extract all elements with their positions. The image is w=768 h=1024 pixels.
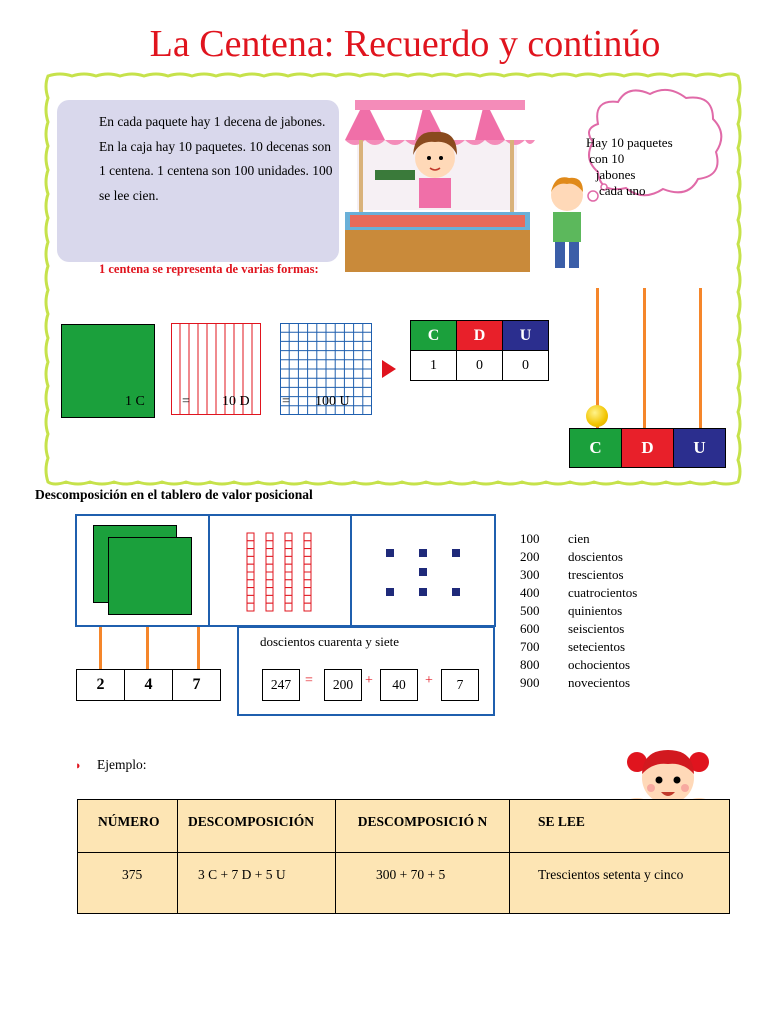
unit-cube [452, 588, 460, 596]
list-item: 900 novecientos [520, 675, 631, 690]
unit-cube [452, 549, 460, 557]
section-heading: Descomposición en el tablero de valor posicional [35, 487, 313, 502]
equation-tens: 40 [380, 669, 418, 701]
abacus-rod-d [643, 288, 646, 428]
table-cell: 3 C + 7 D + 5 U [178, 853, 336, 914]
example-table [77, 799, 730, 914]
table-header: SE LEE [510, 800, 730, 853]
list-item: 200 doscientos [520, 549, 623, 564]
abacus-bead [586, 405, 608, 427]
connector [146, 627, 149, 669]
abacus-rod-u [699, 288, 702, 428]
equals-sign: = [282, 394, 290, 409]
cdu-table [410, 320, 549, 381]
example-label: Ejemplo: [97, 757, 147, 772]
bullet-icon: ◗ [75, 760, 82, 772]
table-cell: 375 [78, 853, 178, 914]
list-item: 700 setecientos [520, 639, 626, 654]
example-words: doscientos cuarenta y siete [260, 634, 399, 649]
unit-cube [419, 549, 427, 557]
bubble-text: Hay 10 paquetes con 10 jabones cada uno [586, 135, 673, 198]
cdu-header-d: D [457, 321, 503, 351]
number-words-list [520, 530, 637, 692]
table-header: DESCOMPOSICIÓN [178, 800, 336, 853]
abacus-label-u: U [673, 428, 726, 468]
unit-cube [386, 588, 394, 596]
digit-tens: 4 [125, 670, 173, 701]
label-10d: 10 D [222, 394, 250, 409]
arrow-right-icon [382, 360, 396, 378]
list-item: 600 seiscientos [520, 621, 625, 636]
table-header: DESCOMPOSICIÓ N [336, 800, 510, 853]
list-item: 400 cuatrocientos [520, 585, 638, 600]
list-item: 500 quinientos [520, 603, 623, 618]
abacus-label-d: D [621, 428, 674, 468]
market-stall-illustration [345, 100, 585, 275]
unit-cube [386, 549, 394, 557]
unit-cube [419, 588, 427, 596]
unit-cube [419, 568, 427, 576]
equation-plus: + [425, 673, 433, 688]
number-boxes [76, 669, 221, 701]
cdu-header-c: C [411, 321, 457, 351]
connector [99, 627, 102, 669]
cdu-value-u: 0 [503, 351, 549, 381]
equation-total: 247 [262, 669, 300, 701]
digit-hundreds: 2 [77, 670, 125, 701]
list-item: 300 trescientos [520, 567, 624, 582]
cdu-header-u: U [503, 321, 549, 351]
cdu-value-c: 1 [411, 351, 457, 381]
abacus-label-c: C [569, 428, 622, 468]
info-text: En cada paquete hay 1 decena de jabones. En la caja hay 10 paquetes. 10 decenas son 1 centena. 1 centena son 100 unidades. 100 se lee cien. [99, 114, 333, 203]
equals-sign: = [182, 394, 190, 409]
page-title: La Centena: Recuerdo y continúo [149, 23, 661, 65]
ten-rods [245, 532, 315, 612]
equation-units: 7 [441, 669, 479, 701]
connector [197, 627, 200, 669]
cdu-value-d: 0 [457, 351, 503, 381]
equation-plus: + [365, 673, 373, 688]
table-cell: 300 + 70 + 5 [336, 853, 510, 914]
label-1c: 1 C [125, 394, 145, 409]
equation-hundreds: 200 [324, 669, 362, 701]
label-100u: 100 U [315, 394, 350, 409]
list-item: 800 ochocientos [520, 657, 631, 672]
representation-caption: 1 centena se representa de varias formas: [99, 262, 319, 276]
digit-units: 7 [173, 670, 221, 701]
hundred-block [108, 537, 192, 615]
table-header: NÚMERO [78, 800, 178, 853]
table-cell: Trescientos setenta y cinco [510, 853, 730, 914]
list-item: 100 cien [520, 531, 590, 546]
equation-equals: = [305, 673, 313, 688]
